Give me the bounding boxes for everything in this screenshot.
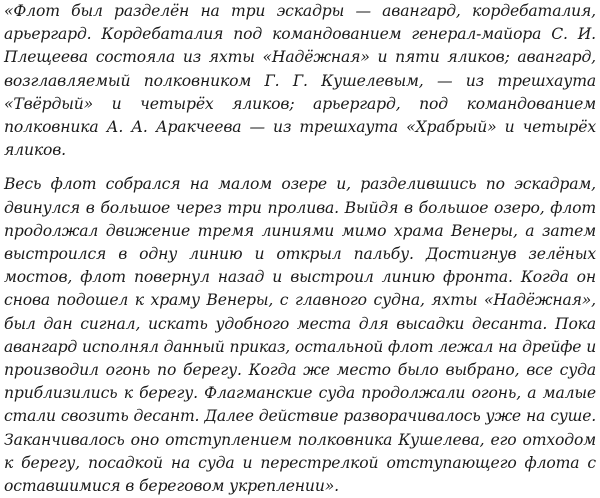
text-line: стали свозить десант. Далее действие разворачивалось уже на суше.: [4, 407, 596, 426]
text-line: оставшимися в береговом укреплении».: [4, 477, 339, 496]
document-page: [4, 0, 596, 495]
text-line: «Твёрдый» и четырёх яликов; арьергард, под командованием: [4, 94, 596, 113]
text-line: яликов.: [4, 141, 66, 160]
text-line: авангард исполнял данный приказ, остальной флот лежал на дрейфе и: [4, 337, 596, 356]
text-line: «Флот был разделён на три эскадры — авангард, кордебаталия,: [4, 2, 596, 20]
text-line: производил огонь по берегу. Когда же место было выбрано, все суда: [4, 361, 596, 380]
text-line: Заканчивалось оно отступлением полковника Кушелева, его отходом: [4, 430, 596, 449]
text-line: мостов, флот повернул назад и выстроил линию фронта. Когда он: [4, 268, 596, 287]
text-line: Весь флот собрался на малом озере и, разделившись по эскадрам,: [4, 175, 596, 194]
text-line: снова подошел к храму Венеры, с главного судна, яхты «Надёжная»,: [4, 291, 596, 310]
text-line: Плещеева состояла из яхты «Надёжная» и пяти яликов; авангард,: [4, 48, 596, 67]
text-line: арьергард. Кордебаталия под командованием генерал-майора С. И.: [4, 25, 596, 44]
text-line: продолжал движение тремя линиями мимо храма Венеры, а затем: [4, 221, 596, 240]
text-line: полковника А. А. Аракчеева — из трешхаута «Храбрый» и четырёх: [4, 118, 596, 137]
paragraph-fleet-maneuvers: [4, 173, 596, 498]
text-line: двинулся в большое через три пролива. Выйдя в большое озеро, флот: [4, 198, 596, 217]
paragraph-fleet-division: [4, 0, 596, 162]
text-line: приблизились к берегу. Флагманские суда продолжали огонь, а малые: [4, 384, 596, 403]
text-line: выстроился в одну линию и открыл пальбу. Достигнув зелёных: [4, 245, 596, 264]
text-line: возглавляемый полковником Г. Г. Кушелевым, — из трешхаута: [4, 71, 596, 90]
text-line: к берегу, посадкой на суда и перестрелкой отступающего флота с: [4, 453, 596, 472]
text-line: был дан сигнал, искать удобного места для высадки десанта. Пока: [4, 314, 596, 333]
